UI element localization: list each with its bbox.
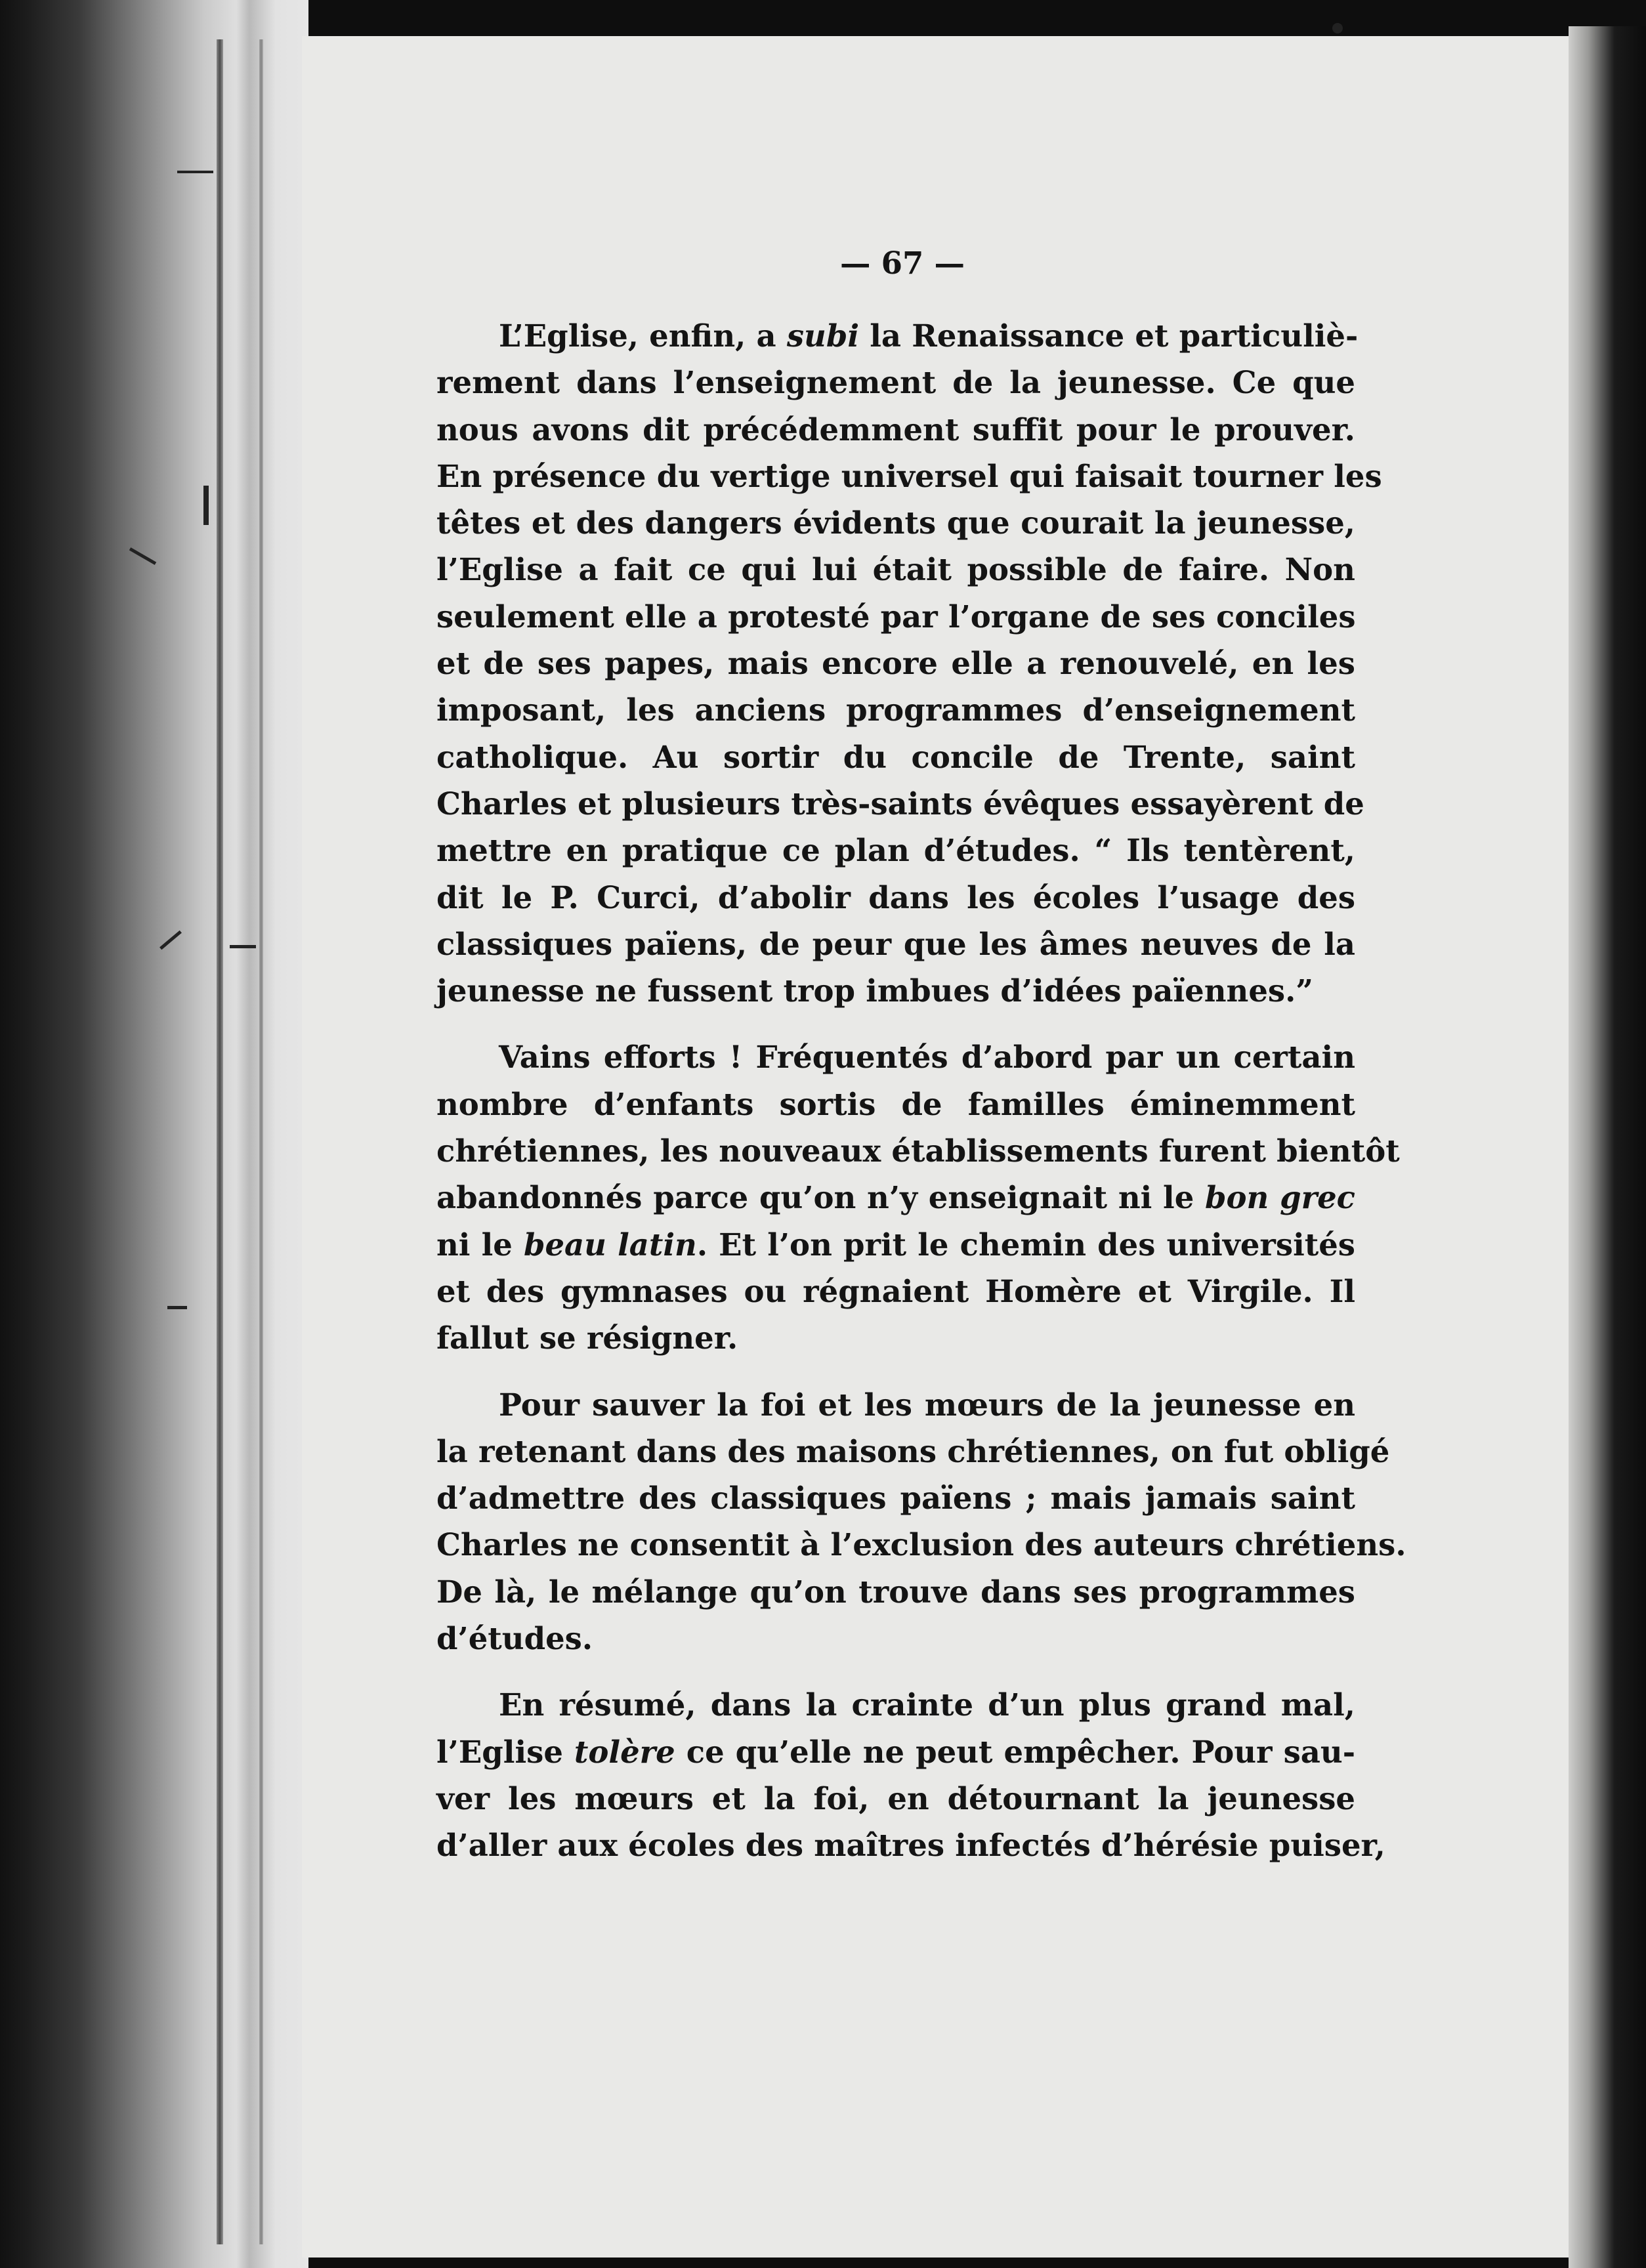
text-line <box>436 827 1355 873</box>
text-run: Charles et plusieurs très-saints évêques essayèrent de <box>436 785 1364 822</box>
text-run: L’Eglise, enfin, a <box>499 318 787 354</box>
text-run: De là, le mélange qu’on trouve dans ses programmes <box>436 1573 1355 1610</box>
text-run: la retenant dans des maisons chrétiennes, on fut obligé <box>436 1433 1390 1469</box>
text-line <box>436 1615 1355 1662</box>
text-run: ni le <box>436 1226 524 1263</box>
text-line <box>436 921 1355 967</box>
text-line <box>436 1081 1355 1127</box>
text-line <box>436 1034 1355 1080</box>
text-run: l’Eglise a fait ce qui lui était possible de faire. Non <box>436 551 1355 588</box>
body-text <box>436 312 1406 1869</box>
text-run: l’Eglise <box>436 1733 574 1770</box>
text-line <box>436 1268 1355 1314</box>
text-line <box>436 312 1359 359</box>
text-run: seulement elle a protesté par l’organe de ses conciles <box>436 598 1356 635</box>
text-run: En présence du vertige universel qui faisait tourner les <box>436 457 1382 494</box>
text-line <box>436 1221 1355 1268</box>
text-run: mettre en pratique ce plan d’études. “ Ils tentèrent, <box>436 832 1355 869</box>
text-run: Vains efforts ! Fréquentés d’abord par un certain <box>499 1039 1355 1076</box>
text-run: fallut se résigner. <box>436 1320 738 1356</box>
text-run: têtes et des dangers évidents que courait la jeunesse, <box>436 505 1355 541</box>
text-line <box>436 780 1364 827</box>
text-run: . Et l’on prit le chemin des universités <box>696 1226 1355 1263</box>
margin-mark <box>167 1306 187 1309</box>
text-run: ce qu’elle ne peut empêcher. Pour sau- <box>675 1733 1355 1770</box>
italic-run: beau latin <box>523 1226 697 1263</box>
text-line <box>436 1681 1355 1728</box>
margin-mark <box>177 171 213 173</box>
page-text <box>436 240 1406 1889</box>
italic-run: tolère <box>574 1733 675 1770</box>
text-run: d’admettre des classiques païens ; mais jamais saint <box>436 1480 1355 1517</box>
text-run: abandonnés parce qu’on n’y enseignait ni le <box>436 1179 1206 1216</box>
text-line <box>436 499 1355 546</box>
text-run: dit le P. Curci, d’abolir dans les écoles l’usage des <box>436 879 1355 915</box>
text-line <box>436 1775 1355 1822</box>
italic-run: subi <box>786 318 860 354</box>
text-run: En résumé, dans la crainte d’un plus grand mal, <box>499 1687 1355 1723</box>
text-run: jeunesse ne fussent trop imbues d’idées païennes.” <box>436 973 1314 1009</box>
text-line <box>436 967 1355 1014</box>
text-line <box>436 1521 1406 1568</box>
text-line <box>436 1729 1355 1775</box>
text-run: rement dans l’enseignement de la jeunesse. Ce que <box>436 364 1355 401</box>
text-run: chrétiennes, les nouveaux établissements furent bientôt <box>436 1133 1400 1169</box>
text-run: et des gymnases ou régnaient Homère et Virgile. Il <box>436 1272 1355 1309</box>
text-line <box>436 734 1355 780</box>
text-run: la Renaissance et particuliè- <box>859 318 1359 354</box>
text-line <box>436 1381 1355 1428</box>
text-run: ver les mœurs et la foi, en détournant la jeunesse <box>436 1780 1355 1816</box>
text-line <box>436 1428 1390 1475</box>
text-run: Pour sauver la foi et les mœurs de la jeunesse en <box>499 1386 1355 1423</box>
text-line <box>436 546 1355 593</box>
text-line <box>436 1822 1385 1868</box>
text-run: d’aller aux écoles des maîtres infectés d’hérésie puiser, <box>436 1827 1385 1864</box>
text-run: d’études. <box>436 1620 593 1657</box>
page-right-edge <box>1569 26 1646 2268</box>
text-run: imposant, les anciens programmes d’enseignement <box>436 692 1355 728</box>
spine-shadow <box>217 39 223 2244</box>
margin-mark <box>203 486 209 525</box>
text-line <box>436 593 1355 640</box>
text-line <box>436 640 1355 686</box>
spine-fold <box>259 39 263 2244</box>
italic-run: bon grec <box>1205 1179 1355 1216</box>
paragraph <box>436 1381 1406 1662</box>
text-line <box>436 874 1355 921</box>
text-line <box>436 1475 1355 1521</box>
text-run: nombre d’enfants sortis de familles éminemment <box>436 1085 1355 1122</box>
paragraph <box>436 1034 1400 1361</box>
text-line <box>436 1568 1355 1615</box>
text-line <box>436 359 1355 406</box>
text-line <box>436 453 1382 499</box>
paragraph <box>436 1681 1385 1868</box>
text-line <box>436 406 1355 453</box>
page-number: — 67 — <box>839 245 965 281</box>
margin-mark <box>230 945 256 948</box>
text-run: nous avons dit précédemment suffit pour le prouver. <box>436 411 1355 448</box>
text-line <box>436 1174 1355 1221</box>
text-line <box>436 1314 1355 1361</box>
text-run: classiques païens, de peur que les âmes neuves de la <box>436 925 1355 962</box>
paragraph <box>436 312 1382 1014</box>
margin-mark <box>1332 23 1343 33</box>
text-run: et de ses papes, mais encore elle a renouvelé, en les <box>436 645 1355 682</box>
text-line <box>436 1127 1400 1174</box>
text-line <box>436 686 1355 733</box>
text-run: Charles ne consentit à l’exclusion des auteurs chrétiens. <box>436 1526 1406 1563</box>
text-run: catholique. Au sortir du concile de Trente, saint <box>436 738 1355 775</box>
